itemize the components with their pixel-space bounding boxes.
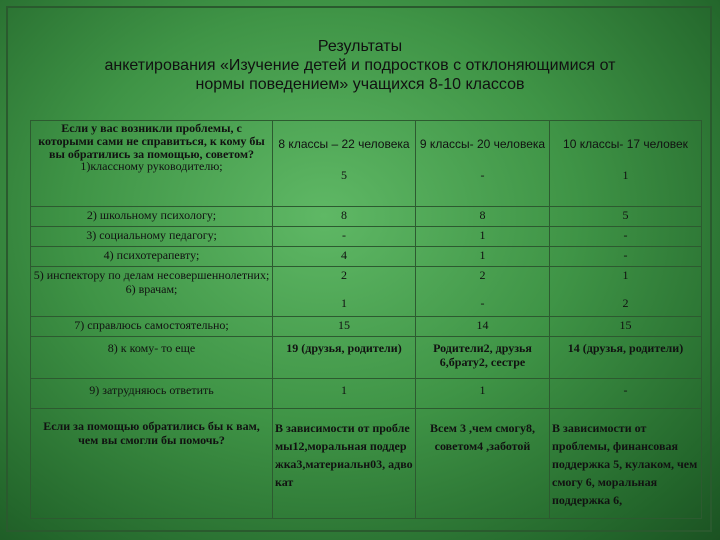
row-grade-9: 1 [416,379,550,409]
table-row [31,337,702,379]
row-grade-8: 8 [273,207,416,227]
row-grade-9: 8 [416,207,550,227]
row-label-cell [31,267,273,317]
row-grade-8: 2 [341,268,347,282]
row-grade-10: 5 [550,207,702,227]
header-grade-10-text: 10 классы- 17 человек [563,137,688,151]
header-grade-10 [550,121,702,207]
question-1-cell [31,121,273,207]
row-grade-10: - [550,247,702,267]
row-1-label: 1)классному руководителю; [80,159,223,173]
row-1-grade-10: 1 [622,168,629,182]
answer-2-grade-9: Всем 3 ,чем смогу8, советом4 ,заботой [416,409,550,519]
row-grade-10: 1 [622,268,629,282]
table-row [31,379,702,409]
row-grade-9: Родители2, друзья 6,брату2, сестре [416,337,550,379]
row-grade-8-cell [273,267,416,317]
row-grade-10: 15 [550,317,702,337]
table-row [31,207,702,227]
row-label-6: 6) врачам; [125,282,178,296]
table-row [31,267,702,317]
question-2-text: Если за помощью обратились бы к вам, чем вы смогли бы помочь? [31,409,273,519]
row-grade-10: - [550,227,702,247]
row-6-grade-9: - [480,296,485,310]
header-grade-9-text: 9 классы- 20 человека [419,137,546,151]
title-line-3: нормы поведением» учащихся 8-10 классов [195,76,525,93]
row-label: 8) к кому- то еще [31,337,273,379]
row-6-grade-8: 1 [341,296,347,310]
table-row [31,247,702,267]
row-label: 2) школьному психологу; [31,207,273,227]
title-line-1: Результаты [317,38,403,55]
row-grade-9: 1 [416,227,550,247]
header-grade-8-text: 8 классы – 22 человека [278,137,410,151]
row-grade-9-cell [416,267,550,317]
table-row [31,227,702,247]
header-row [31,121,702,207]
row-grade-9: 14 [416,317,550,337]
slide-title [0,37,720,94]
header-grade-8 [273,121,416,207]
title-line-2: анкетирования «Изучение детей и подростков с отклоняющимися от [104,57,616,74]
row-grade-8: - [273,227,416,247]
row-1-grade-9: - [480,168,485,182]
row-6-grade-10: 2 [622,296,629,310]
row-1-grade-8: 5 [341,168,347,182]
question-1-text: Если у вас возникли проблемы, с которыми сами не справиться, к кому бы вы обратились за помощью, советом? [38,121,265,161]
row-grade-10: - [550,379,702,409]
row-grade-8: 19 (друзья, родители) [273,337,416,379]
row-grade-9: 1 [416,247,550,267]
question-2-row [31,409,702,519]
header-grade-9 [416,121,550,207]
row-label: 7) справлюсь самостоятельно; [31,317,273,337]
row-grade-10: 14 (друзья, родители) [550,337,702,379]
answer-2-grade-8: В зависимости от проблемы12,моральная поддержка3,материальн03, адвокат [273,409,416,519]
row-grade-9: 2 [479,268,486,282]
row-grade-8: 1 [273,379,416,409]
row-grade-10-cell [550,267,702,317]
row-label: 5) инспектору по делам несовершеннолетних; [33,268,270,282]
row-label: 4) психотерапевту; [31,247,273,267]
row-label: 3) социальному педагогу; [31,227,273,247]
row-grade-8: 4 [273,247,416,267]
row-grade-8: 15 [273,317,416,337]
table-row [31,317,702,337]
survey-table [30,120,702,519]
answer-2-grade-10: В зависимости от проблемы, финансовая поддержка 5, кулаком, чем смогу 6, моральная поддержка 6, [550,409,702,519]
row-label: 9) затрудняюсь ответить [31,379,273,409]
